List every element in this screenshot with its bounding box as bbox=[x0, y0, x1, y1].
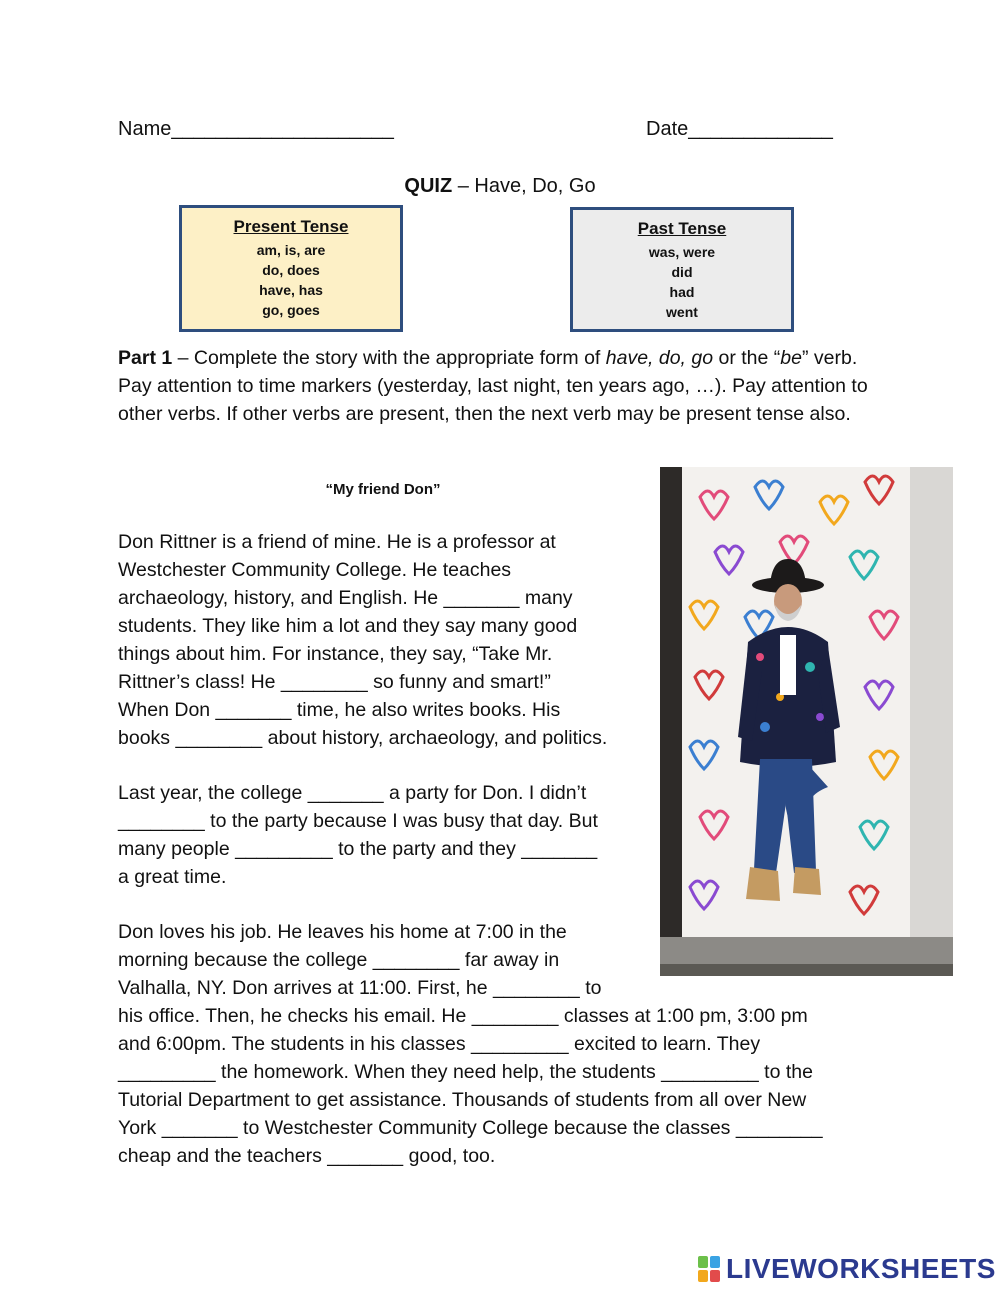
don-photo bbox=[660, 467, 953, 976]
story-title: “My friend Don” bbox=[325, 481, 441, 498]
past-tense-item: had bbox=[669, 284, 695, 300]
story-line: his office. Then, he checks his email. He ________ classes at 1:00 pm, 3:00 pm bbox=[118, 1005, 808, 1027]
story-line: books ________ about history, archaeology, and politics. bbox=[118, 727, 608, 749]
past-tense-item: went bbox=[666, 304, 698, 320]
present-tense-heading: Present Tense bbox=[233, 217, 349, 236]
name-field-label: Name____________________ bbox=[118, 118, 394, 140]
past-tense-item: was, were bbox=[648, 244, 716, 260]
past-tense-box bbox=[570, 207, 794, 332]
story-line: Valhalla, NY. Don arrives at 11:00. First, he ________ to bbox=[118, 977, 602, 999]
story-line: York _______ to Westchester Community College because the classes ________ bbox=[118, 1117, 823, 1139]
instructions-text: – Complete the story with the appropriate form of bbox=[172, 347, 606, 369]
liveworksheets-logo bbox=[698, 1254, 996, 1284]
instructions-text: ” verb. Pay attention to time markers (yesterday, last night, ten years ago, …). Pay attention to other verbs. If other verbs are present, then the next verb may be present tense also. bbox=[118, 347, 868, 425]
story-line: Don Rittner is a friend of mine. He is a professor at bbox=[118, 531, 556, 553]
liveworksheets-logo-icon bbox=[698, 1256, 722, 1282]
story-line: When Don _______ time, he also writes books. His bbox=[118, 699, 561, 721]
story-line: _________ the homework. When they need help, the students _________ to the bbox=[118, 1061, 813, 1083]
present-tense-item: have, has bbox=[259, 282, 323, 298]
present-tense-item: go, goes bbox=[262, 302, 320, 318]
quiz-title-rest: – Have, Do, Go bbox=[452, 175, 596, 197]
instructions-text: or the “ bbox=[713, 347, 781, 369]
quiz-title-bold: QUIZ bbox=[404, 175, 453, 197]
liveworksheets-logo-text: LIVEWORKSHEETS bbox=[726, 1253, 996, 1284]
present-tense-item: am, is, are bbox=[256, 242, 326, 258]
don-photo-illustration bbox=[660, 467, 953, 976]
past-tense-item: did bbox=[671, 264, 693, 280]
part1-instructions bbox=[118, 344, 888, 428]
story-line: Westchester Community College. He teaches bbox=[118, 559, 512, 581]
story-line: Rittner’s class! He ________ so funny and smart!” bbox=[118, 671, 551, 693]
past-tense-heading: Past Tense bbox=[637, 219, 727, 238]
story-line: Don loves his job. He leaves his home at 7:00 in the bbox=[118, 921, 567, 943]
be-italic: be bbox=[780, 347, 802, 369]
quiz-title bbox=[0, 175, 1000, 198]
present-tense-item: do, does bbox=[262, 262, 320, 278]
story-line: many people _________ to the party and they _______ bbox=[118, 838, 598, 860]
story-line: Last year, the college _______ a party for Don. I didn’t bbox=[118, 782, 587, 804]
story-line: archaeology, history, and English. He _______ many bbox=[118, 587, 573, 609]
story-line: cheap and the teachers _______ good, too. bbox=[118, 1145, 496, 1167]
story-line: and 6:00pm. The students in his classes _________ excited to learn. They bbox=[118, 1033, 761, 1055]
story-line: morning because the college ________ far away in bbox=[118, 949, 560, 971]
date-field-label: Date_____________ bbox=[646, 118, 833, 140]
verbs-italic: have, do, go bbox=[605, 347, 714, 369]
story-line: ________ to the party because I was busy that day. But bbox=[118, 810, 598, 832]
story-line: a great time. bbox=[118, 866, 227, 888]
story-line: students. They like him a lot and they say many good bbox=[118, 615, 578, 637]
story-line: things about him. For instance, they say, “Take Mr. bbox=[118, 643, 553, 665]
story-line: Tutorial Department to get assistance. Thousands of students from all over New bbox=[118, 1089, 807, 1111]
present-tense-box bbox=[179, 205, 403, 332]
part-label: Part 1 bbox=[118, 347, 173, 369]
